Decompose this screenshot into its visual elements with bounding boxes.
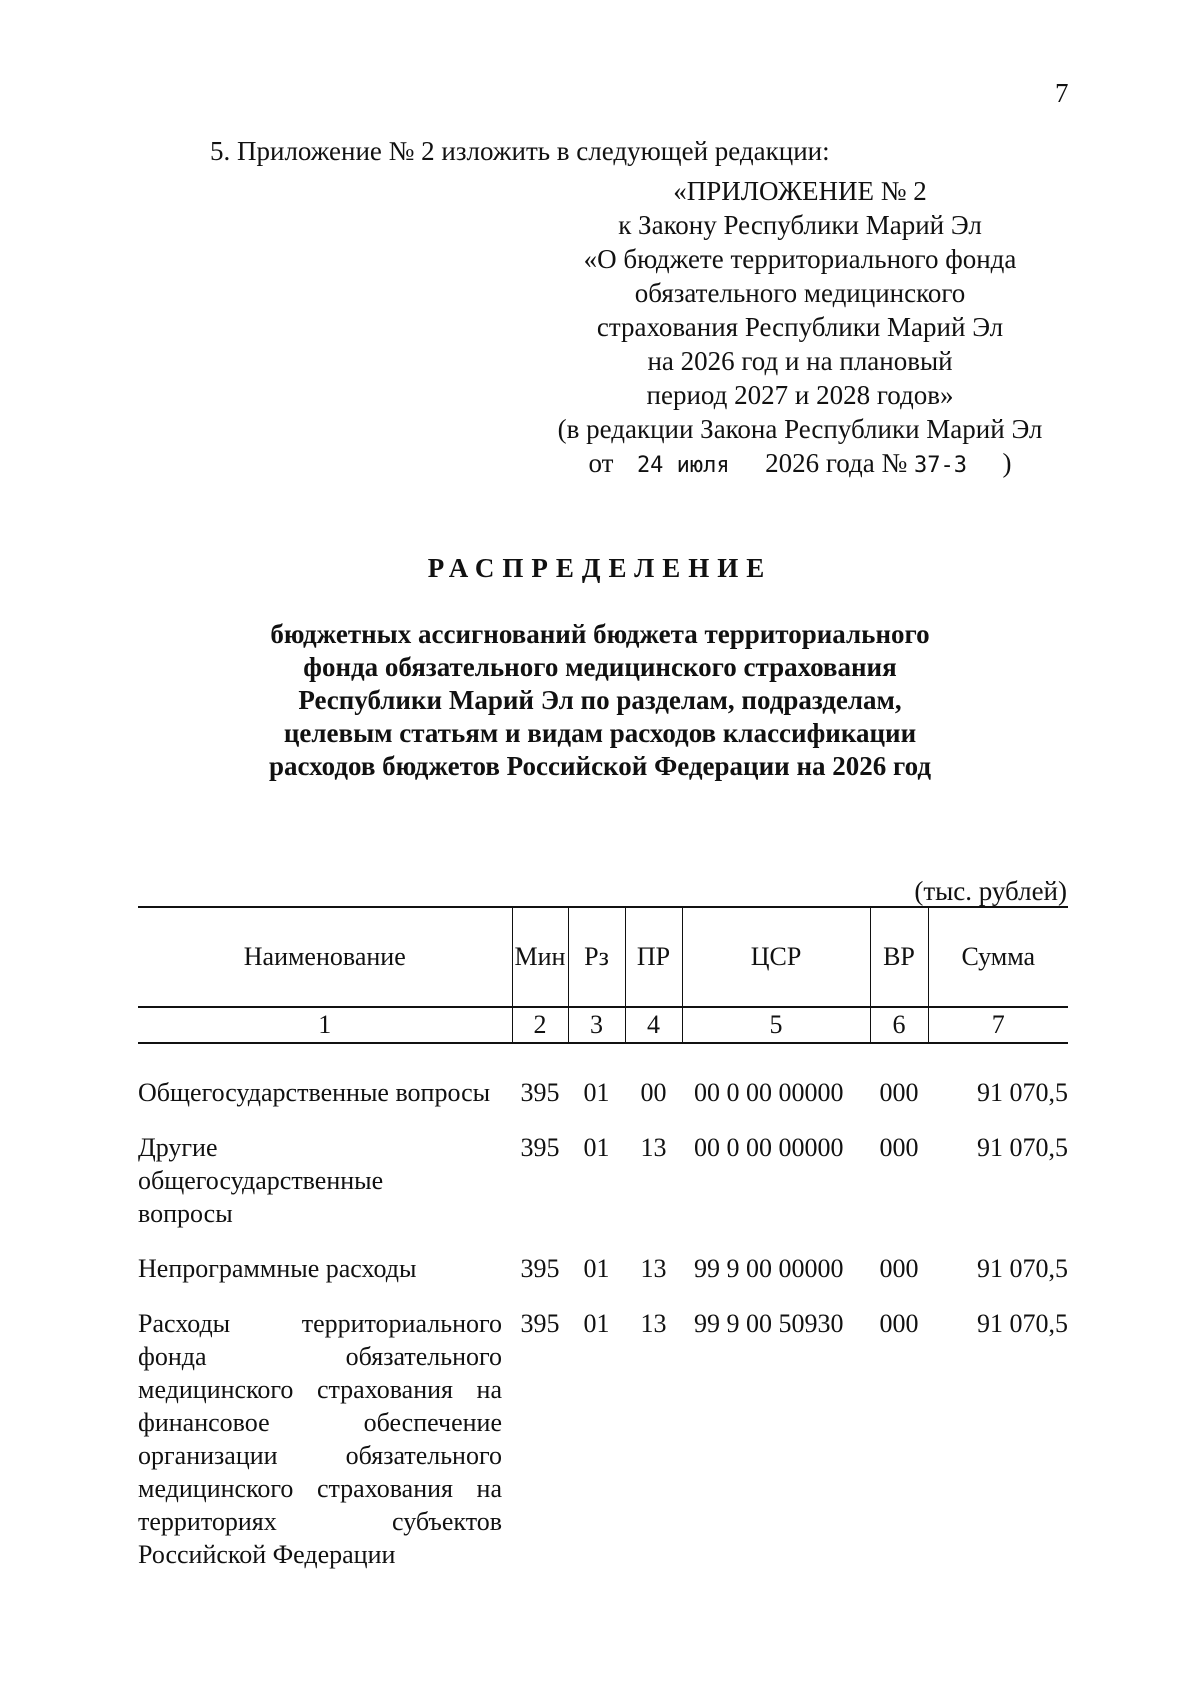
subtitle-line: фонда обязательного медицинского страхования [303, 652, 897, 682]
row-min: 395 [520, 1078, 560, 1107]
row-vr: 000 [879, 1133, 919, 1162]
header-rz: Рз [568, 907, 625, 1007]
appendix-date-prefix: от [588, 448, 614, 478]
header-pr: ПР [625, 907, 682, 1007]
table-row [138, 1043, 1068, 1109]
row-vr: 000 [879, 1254, 919, 1283]
header-name: Наименование [138, 907, 512, 1007]
document-subtitle [0, 618, 1200, 783]
column-number: 3 [568, 1007, 625, 1043]
row-csr: 00 0 00 00000 [694, 1133, 844, 1162]
row-csr: 00 0 00 00000 [694, 1078, 844, 1107]
row-min: 395 [520, 1133, 560, 1162]
appendix-line: к Закону Республики Марий Эл [618, 210, 982, 240]
appendix-line: на 2026 год и на плановый [647, 346, 953, 376]
row-min: 395 [520, 1254, 560, 1283]
appendix-line: «ПРИЛОЖЕНИЕ № 2 [673, 176, 927, 206]
column-number-row [138, 1007, 1068, 1043]
row-rz: 01 [583, 1078, 610, 1107]
row-name: Другие общегосударственные вопросы [138, 1133, 384, 1228]
header-csr: ЦСР [682, 907, 870, 1007]
row-pr: 13 [640, 1133, 667, 1162]
table-row [138, 1285, 1068, 1571]
row-csr: 99 9 00 50930 [694, 1309, 844, 1338]
row-name: Непрограммные расходы [138, 1254, 417, 1283]
appendix-law-date [500, 446, 1100, 483]
column-number: 4 [625, 1007, 682, 1043]
row-vr: 000 [879, 1309, 919, 1338]
row-pr: 13 [640, 1254, 667, 1283]
subtitle-line: бюджетных ассигнований бюджета территориального [270, 619, 930, 649]
row-vr: 000 [879, 1078, 919, 1107]
table-row [138, 1230, 1068, 1285]
column-number: 6 [870, 1007, 928, 1043]
row-csr: 99 9 00 00000 [694, 1254, 844, 1283]
table-row [138, 1109, 1068, 1230]
header-min: Мин [512, 907, 568, 1007]
table-header-row [138, 907, 1068, 1007]
amendment-intro: 5. Приложение № 2 изложить в следующей редакции: [210, 136, 830, 166]
row-rz: 01 [583, 1254, 610, 1283]
units-label: (тыс. рублей) [914, 876, 1067, 906]
column-number: 1 [138, 1007, 512, 1043]
appendix-line: страхования Республики Марий Эл [596, 312, 1004, 342]
row-sum: 91 070,5 [977, 1078, 1068, 1107]
appendix-date-close: ) [1002, 448, 1012, 478]
column-number: 2 [512, 1007, 568, 1043]
row-name: Общегосударственные вопросы [138, 1078, 491, 1107]
header-sum: Сумма [928, 907, 1068, 1007]
row-min: 395 [520, 1309, 560, 1338]
row-pr: 13 [640, 1309, 667, 1338]
row-rz: 01 [583, 1133, 610, 1162]
appendix-header [500, 174, 1100, 483]
row-sum: 91 070,5 [977, 1309, 1068, 1338]
page-number: 7 [1055, 78, 1069, 108]
document-title: РАСПРЕДЕЛЕНИЕ [427, 553, 773, 583]
appendix-date-day: 24 июля [636, 453, 730, 478]
row-rz: 01 [583, 1309, 610, 1338]
budget-table [138, 906, 1068, 1571]
column-number: 5 [682, 1007, 870, 1043]
row-name: Расходы территориального фонда обязательного медицинского страхования на финансовое обеспечение организации обязательного медицинского страхования на территориях субъектов Российской Федерации [138, 1309, 502, 1569]
appendix-line: обязательного медицинского [634, 278, 966, 308]
header-vr: ВР [870, 907, 928, 1007]
row-sum: 91 070,5 [977, 1254, 1068, 1283]
appendix-line: «О бюджете территориального фонда [583, 244, 1017, 274]
subtitle-line: расходов бюджетов Российской Федерации на 2026 год [269, 751, 931, 781]
subtitle-line: целевым статьям и видам расходов классификации [283, 718, 917, 748]
appendix-law-number: 37-З [914, 453, 967, 478]
appendix-line: (в редакции Закона Республики Марий Эл [557, 414, 1043, 444]
row-pr: 00 [640, 1078, 667, 1107]
row-sum: 91 070,5 [977, 1133, 1068, 1162]
appendix-line: период 2027 и 2028 годов» [646, 380, 954, 410]
column-number: 7 [928, 1007, 1068, 1043]
appendix-date-year: 2026 года № [765, 448, 908, 478]
subtitle-line: Республики Марий Эл по разделам, подразделам, [298, 685, 902, 715]
